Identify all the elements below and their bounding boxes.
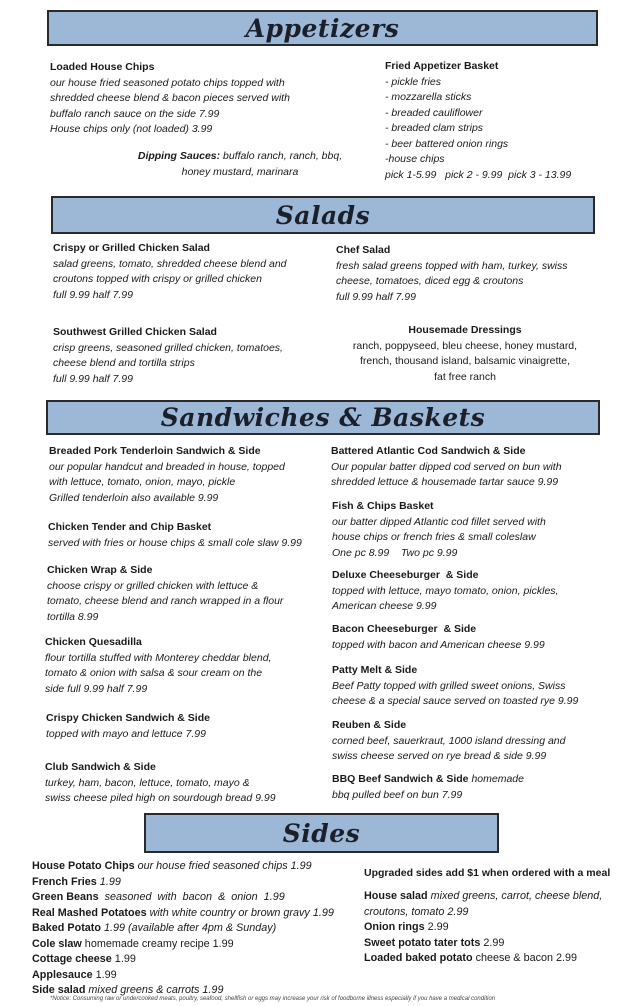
sandwich-left-4 xyxy=(46,711,336,742)
item-desc: shredded cheese blend & bacon pieces served with xyxy=(50,92,290,104)
item-desc: turkey, ham, bacon, lettuce, tomato, mayo & xyxy=(45,776,250,789)
item-desc: House chips only (not loaded) 3.99 xyxy=(50,123,213,135)
side-item: Side salad mixed greens & carrots 1.99 xyxy=(32,984,224,996)
item-name: Crispy or Grilled Chicken Salad xyxy=(53,242,210,254)
item-desc: Grilled tenderloin also available 9.99 xyxy=(49,491,219,504)
basket-option: - beer battered onion rings xyxy=(385,137,509,150)
item-name: Chicken Quesadilla xyxy=(45,636,142,648)
sandwich-left-1 xyxy=(48,520,338,551)
item-desc: swiss cheese piled high on sourdough bread 9.99 xyxy=(45,792,276,804)
chef-salad xyxy=(336,243,606,305)
side-item: croutons, tomato 2.99 xyxy=(364,905,469,918)
sandwich-right-2 xyxy=(332,568,632,615)
appetizers-header xyxy=(47,10,598,46)
food-safety-notice: *Notice: Consuming raw or undercooked meats, poultry, seafood, shellfish or eggs may increase your risk of foodborne illness especially if you have a medical condition xyxy=(50,996,496,1002)
item-name: Reuben & Side xyxy=(332,719,407,731)
item-name: Housemade Dressings xyxy=(408,324,522,336)
sandwiches-header xyxy=(46,400,600,435)
item-desc: choose crispy or grilled chicken with lettuce & xyxy=(47,579,259,592)
item-name: Club Sandwich & Side xyxy=(45,761,156,773)
side-item: Green Beans seasoned with bacon & onion 1.99 xyxy=(32,891,285,903)
item-desc: cheese & a special sauce served on toasted rye 9.99 xyxy=(332,695,579,707)
sandwich-right-1 xyxy=(332,499,632,561)
item-desc: shredded lettuce & housemade tartar sauce 9.99 xyxy=(331,476,559,488)
item-desc: crisp greens, seasoned grilled chicken, tomatoes, xyxy=(53,341,283,354)
side-item: Onion rings 2.99 xyxy=(364,921,449,933)
sandwich-right-3 xyxy=(332,622,632,653)
item-name: Southwest Grilled Chicken Salad xyxy=(53,326,217,338)
item-desc: tomato & onion with salsa & sour cream on the xyxy=(45,667,263,679)
basket-option: - mozzarella sticks xyxy=(385,91,472,103)
basket-pricing: pick 1-5.99 pick 2 - 9.99 pick 3 - 13.99 xyxy=(385,168,572,181)
item-name: BBQ Beef Sandwich & Side xyxy=(332,773,469,785)
fried-appetizer-basket xyxy=(385,59,635,183)
southwest-salad xyxy=(53,325,323,387)
basket-option: - breaded clam strips xyxy=(385,122,484,134)
sandwich-right-4 xyxy=(332,663,632,710)
item-name: Chicken Tender and Chip Basket xyxy=(48,521,212,533)
item-desc: topped with lettuce, mayo tomato, onion, pickles, xyxy=(332,584,559,597)
item-desc: Beef Patty topped with grilled sweet onions, Swiss xyxy=(332,679,566,692)
item-desc: tortilla 8.99 xyxy=(47,610,99,623)
item-name: Crispy Chicken Sandwich & Side xyxy=(46,712,210,724)
side-item: Real Mashed Potatoes with white country or brown gravy 1.99 xyxy=(32,906,334,919)
item-desc: tomato, cheese blend and ranch wrapped in a flour xyxy=(47,595,284,607)
item-name: Fried Appetizer Basket xyxy=(385,60,499,72)
item-name: Deluxe Cheeseburger & Side xyxy=(332,569,479,581)
dressings-line: french, thousand island, balsamic vinaigrette, xyxy=(359,355,571,367)
item-name: Loaded House Chips xyxy=(50,61,155,73)
dressings-line: fat free ranch xyxy=(434,370,496,383)
item-name: Battered Atlantic Cod Sandwich & Side xyxy=(331,445,526,457)
sandwich-left-2 xyxy=(47,563,337,625)
item-desc: with lettuce, tomato, onion, mayo, pickle xyxy=(49,476,236,488)
item-desc: our popular handcut and breaded in house, topped xyxy=(49,460,285,473)
item-desc: our batter dipped Atlantic cod fillet served with xyxy=(332,515,546,528)
basket-option: - breaded cauliflower xyxy=(385,106,483,119)
item-name: Bacon Cheeseburger & Side xyxy=(332,623,477,635)
sandwich-left-3 xyxy=(45,635,335,697)
salads-title: Salads xyxy=(275,200,371,230)
side-item: House Potato Chips our house fried seasoned chips 1.99 xyxy=(32,860,312,872)
upgraded-sides-note: Upgraded sides add $1 when ordered with a meal xyxy=(364,867,611,879)
item-desc: our house fried seasoned potato chips topped with xyxy=(50,76,285,89)
item-desc: topped with bacon and American cheese 9.99 xyxy=(332,638,545,651)
dipping-label: Dipping Sauces: xyxy=(137,150,221,162)
side-item: House salad mixed greens, carrot, cheese blend, xyxy=(364,890,603,902)
item-desc: house chips or french fries & small coleslaw xyxy=(332,531,536,543)
sides-header xyxy=(144,813,499,853)
sandwich-left-0 xyxy=(49,444,339,506)
dipping-line1: buffalo ranch, ranch, bbq, xyxy=(220,150,343,162)
item-desc: served with fries or house chips & small cole slaw 9.99 xyxy=(48,536,302,549)
item-desc: swiss cheese served on rye bread & side 9.99 xyxy=(332,750,547,762)
item-desc: flour tortilla stuffed with Monterey cheddar blend, xyxy=(45,651,272,664)
item-desc: topped with mayo and lettuce 7.99 xyxy=(46,727,206,740)
dipping-sauces xyxy=(110,149,370,180)
item-desc: side full 9.99 half 7.99 xyxy=(45,682,148,695)
sides-title: Sides xyxy=(282,818,361,848)
side-item: Baked Potato 1.99 (available after 4pm & Sunday) xyxy=(32,922,277,934)
sandwich-left-5 xyxy=(45,760,335,807)
item-desc: cheese, tomatoes, diced egg & croutons xyxy=(336,275,524,287)
item-desc: fresh salad greens topped with ham, turkey, swiss xyxy=(336,259,568,272)
loaded-house-chips xyxy=(50,60,350,138)
item-price: full 9.99 half 7.99 xyxy=(336,290,416,303)
sandwich-right-6 xyxy=(332,772,632,803)
item-desc: bbq pulled beef on bun 7.99 xyxy=(332,788,463,801)
housemade-dressings xyxy=(330,323,600,385)
item-name: Chef Salad xyxy=(336,244,391,256)
side-item: Sweet potato tater tots 2.99 xyxy=(364,936,505,949)
item-price: full 9.99 half 7.99 xyxy=(53,372,133,385)
item-name: Breaded Pork Tenderloin Sandwich & Side xyxy=(49,445,261,457)
side-item: Applesauce 1.99 xyxy=(32,968,117,981)
item-desc: salad greens, tomato, shredded cheese blend and xyxy=(53,257,287,270)
item-desc: American cheese 9.99 xyxy=(332,600,437,612)
basket-option: -house chips xyxy=(385,153,445,165)
item-desc: cheese blend and tortilla strips xyxy=(53,357,195,369)
side-item: Loaded baked potato cheese & bacon 2.99 xyxy=(364,952,578,964)
item-name: Fish & Chips Basket xyxy=(332,500,434,512)
item-desc: One pc 8.99 Two pc 9.99 xyxy=(332,546,458,559)
item-desc: corned beef, sauerkraut, 1000 island dressing and xyxy=(332,734,566,747)
dressings-line: ranch, poppyseed, bleu cheese, honey mustard, xyxy=(352,339,578,352)
item-name: Chicken Wrap & Side xyxy=(47,564,153,576)
item-desc: croutons topped with crispy or grilled chicken xyxy=(53,273,262,285)
sides-left-list xyxy=(32,859,362,999)
item-desc: Our popular batter dipped cod served on bun with xyxy=(331,460,562,473)
item-desc: buffalo ranch sauce on the side 7.99 xyxy=(50,107,220,120)
side-item: Cottage cheese 1.99 xyxy=(32,953,136,965)
item-name: Patty Melt & Side xyxy=(332,664,418,676)
appetizers-title: Appetizers xyxy=(245,13,400,43)
dipping-line2: honey mustard, marinara xyxy=(181,165,299,178)
side-item: French Fries 1.99 xyxy=(32,875,121,888)
sandwich-right-0 xyxy=(331,444,631,491)
salads-header xyxy=(51,196,595,234)
item-price: full 9.99 half 7.99 xyxy=(53,288,133,301)
sandwiches-title: Sandwiches & Baskets xyxy=(160,403,486,432)
side-item: Cole slaw homemade creamy recipe 1.99 xyxy=(32,937,234,950)
item-suffix: homemade xyxy=(468,773,524,785)
crispy-chicken-salad xyxy=(53,241,323,303)
basket-option: - pickle fries xyxy=(385,75,442,88)
sides-right-list xyxy=(364,889,634,967)
sandwich-right-5 xyxy=(332,718,632,765)
